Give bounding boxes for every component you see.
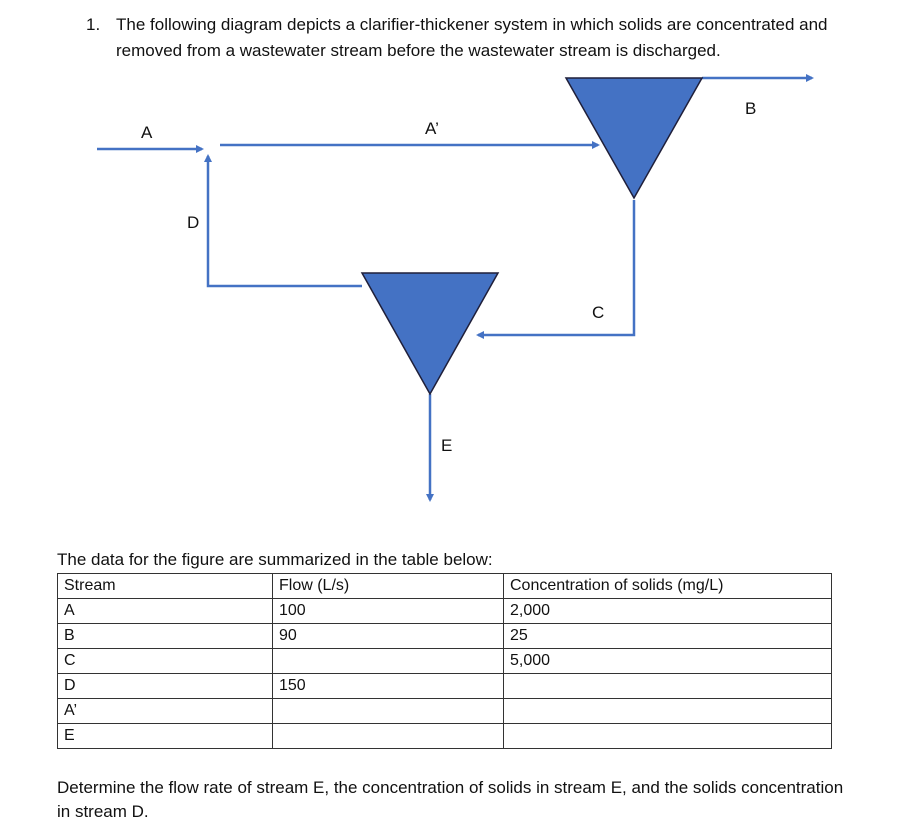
stream-c-line <box>478 200 634 335</box>
table-row <box>58 724 832 749</box>
problem-text: The following diagram depicts a clarifier-thickener system in which solids are concentrated and removed from a wastewater stream before the wastewater stream is discharged. <box>116 15 828 60</box>
header-flow: Flow (L/s) <box>273 574 504 599</box>
question-text: Determine the flow rate of stream E, the concentration of solids in stream E, and the solids concentration in stream D. <box>57 778 844 821</box>
cell-flow: 90 <box>273 624 504 649</box>
cell-concentration <box>504 674 832 699</box>
stream-d-line <box>208 156 362 286</box>
cell-concentration <box>504 699 832 724</box>
label-d: D <box>187 213 200 232</box>
cell-concentration <box>504 724 832 749</box>
clarifier-tank <box>566 78 702 198</box>
cell-flow: 150 <box>273 674 504 699</box>
label-a-prime: A’ <box>425 119 439 138</box>
cell-flow: 100 <box>273 599 504 624</box>
cell-flow <box>273 649 504 674</box>
cell-flow <box>273 699 504 724</box>
cell-stream: A <box>58 599 273 624</box>
label-a: A <box>141 123 153 142</box>
cell-concentration: 2,000 <box>504 599 832 624</box>
table-row <box>58 699 832 724</box>
header-concentration: Concentration of solids (mg/L) <box>504 574 832 599</box>
stream-data-table <box>57 573 832 749</box>
cell-stream: B <box>58 624 273 649</box>
cell-stream: C <box>58 649 273 674</box>
cell-concentration: 5,000 <box>504 649 832 674</box>
problem-number: 1. <box>86 15 101 34</box>
header-stream: Stream <box>58 574 273 599</box>
label-e: E <box>441 436 453 455</box>
thickener-tank <box>362 273 498 394</box>
cell-stream: E <box>58 724 273 749</box>
cell-stream: D <box>58 674 273 699</box>
table-intro: The data for the figure are summarized in the table below: <box>57 550 493 569</box>
table-row <box>58 674 832 699</box>
table-row <box>58 599 832 624</box>
cell-stream: A’ <box>58 699 273 724</box>
cell-concentration: 25 <box>504 624 832 649</box>
table-row <box>58 624 832 649</box>
table-header-row <box>58 574 832 599</box>
cell-flow <box>273 724 504 749</box>
label-c: C <box>592 303 605 322</box>
table-row <box>58 649 832 674</box>
label-b: B <box>745 99 757 118</box>
